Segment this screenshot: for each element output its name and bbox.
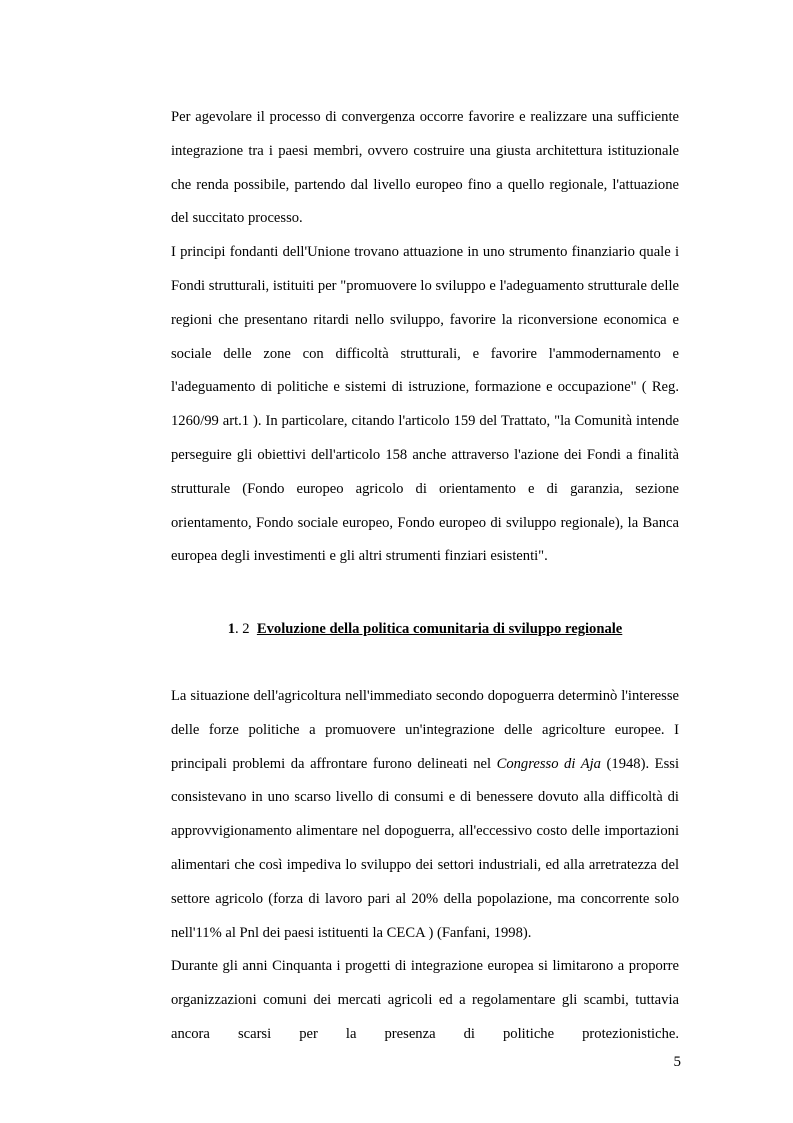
paragraph-anni-cinquanta: Durante gli anni Cinquanta i progetti di integrazione europea si limitarono a proporre organizzazioni comuni dei mercati agricoli ed a regolamentare gli scambi, tuttavia ancora scarsi per la presenza di politiche protezionistiche.	[171, 958, 679, 1042]
top-text-block	[171, 101, 679, 574]
section-title: Evoluzione della politica comunitaria di sviluppo regionale	[256, 621, 623, 637]
paragraph-agricoltura-part1: La situazione dell'agricoltura nell'immediato secondo dopoguerra determinò l'interesse delle forze politiche a promuovere un'integrazione delle agricolture europee. I principali problemi da affrontare furono delineati nel	[171, 688, 679, 772]
paragraph-convergenza: Per agevolare il processo di convergenza occorre favorire e realizzare una sufficiente integrazione tra i paesi membri, ovvero costruire una giusta architettura istituzionale che renda possibile, partendo dal livello europeo fino a quello regionale, l'attuazione del succitato processo.	[171, 109, 679, 227]
section-number-major: 1	[227, 621, 235, 637]
congresso-aja-italic: Congresso di Aja	[496, 755, 601, 772]
paragraph-agricoltura	[171, 680, 679, 950]
paragraph-agricoltura-part2: (1948). Essi consistevano in uno scarso livello di consumi e di benessere dovuto alla difficoltà di approvvigionamento alimentare nel dopoguerra, all'eccessivo costo delle importazioni alimentari che così impediva lo sviluppo dei settori industriali, ed alla arretratezza del settore agricolo (forza di lavoro pari al 20% della popolazione, ma concorrente solo nell'11% al Pnl dei paesi istituenti la CECA ) (Fanfani, 1998).	[171, 755, 679, 941]
paragraph-fondi-strutturali: I principi fondanti dell'Unione trovano attuazione in uno strumento finanziario quale i Fondi strutturali, istituiti per "promuovere lo sviluppo e l'adeguamento strutturale delle regioni che presentano ritardi nello sviluppo, favorire la riconversione economica e sociale delle zone con difficoltà strutturali, e favorire l'ammodernamento e l'adeguamento di politiche e sistemi di istruzione, formazione e occupazione" ( Reg. 1260/99 art.1 ). In particolare, citando l'articolo 159 del Trattato, "la Comunità intende perseguire gli obiettivi dell'articolo 158 anche attraverso l'azione dei Fondi a finalità strutturale (Fondo europeo agricolo di orientamento e di garanzia, sezione orientamento, Fondo sociale europeo, Fondo europeo di sviluppo regionale), la Banca europea degli investimenti e gli altri strumenti finziari esistenti".	[171, 244, 679, 565]
section-heading	[171, 617, 679, 641]
page-number: 5	[673, 1054, 681, 1070]
bottom-text-block	[171, 680, 679, 1052]
section-number-minor: . 2	[234, 621, 250, 637]
